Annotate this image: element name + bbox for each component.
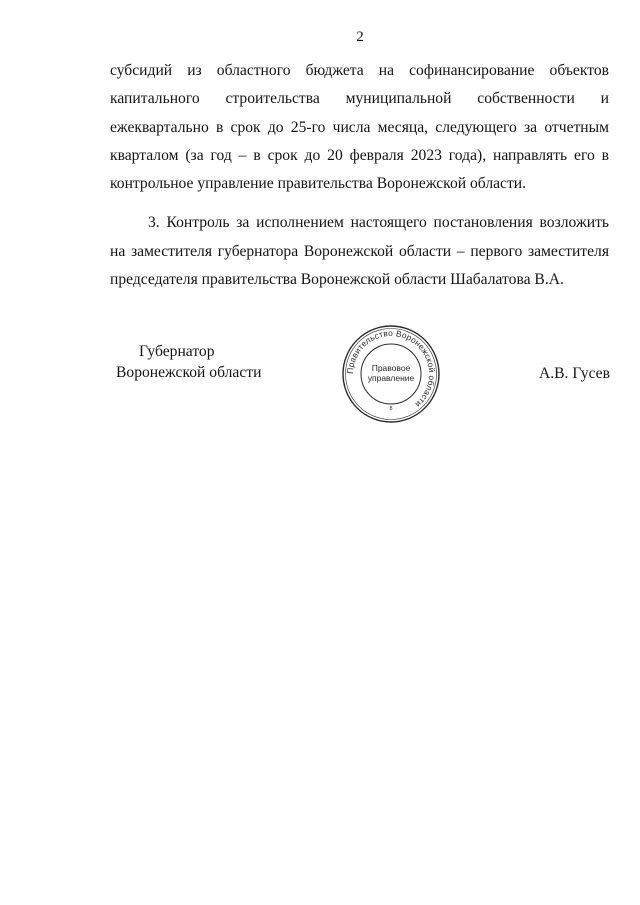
stamp-outer-text: Правительство Воронежской области xyxy=(344,327,438,410)
stamp-inner-line-1: Правовое xyxy=(371,363,411,373)
stamp-bottom-mark: 8 xyxy=(389,406,393,412)
paragraph-continuation: субсидий из областного бюджета на софинансирование объектов капитального строительства муниципальной собственности и ежеквартально в срок до 25-го числа месяца, следующего за отчетным кварталом (за год – в срок до 20 февраля 2023 года), направлять его в контрольное управление правительства Воронежской области. xyxy=(110,62,609,193)
page-number: 2 xyxy=(356,29,364,45)
signatory-title-line-1: Губернатор xyxy=(139,343,215,360)
signatory-name: А.В. Гусев xyxy=(539,365,610,382)
signatory-title-line-2: Воронежской области xyxy=(116,364,262,381)
paragraph-control-clause: 3. Контроль за исполнением настоящего постановления возложить на заместителя губернатора Воронежской области – первого заместителя председателя правительства Воронежской области Шабалатова В.А. xyxy=(110,214,609,289)
stamp-inner-line-2: управление xyxy=(367,373,415,383)
official-stamp xyxy=(341,324,441,424)
